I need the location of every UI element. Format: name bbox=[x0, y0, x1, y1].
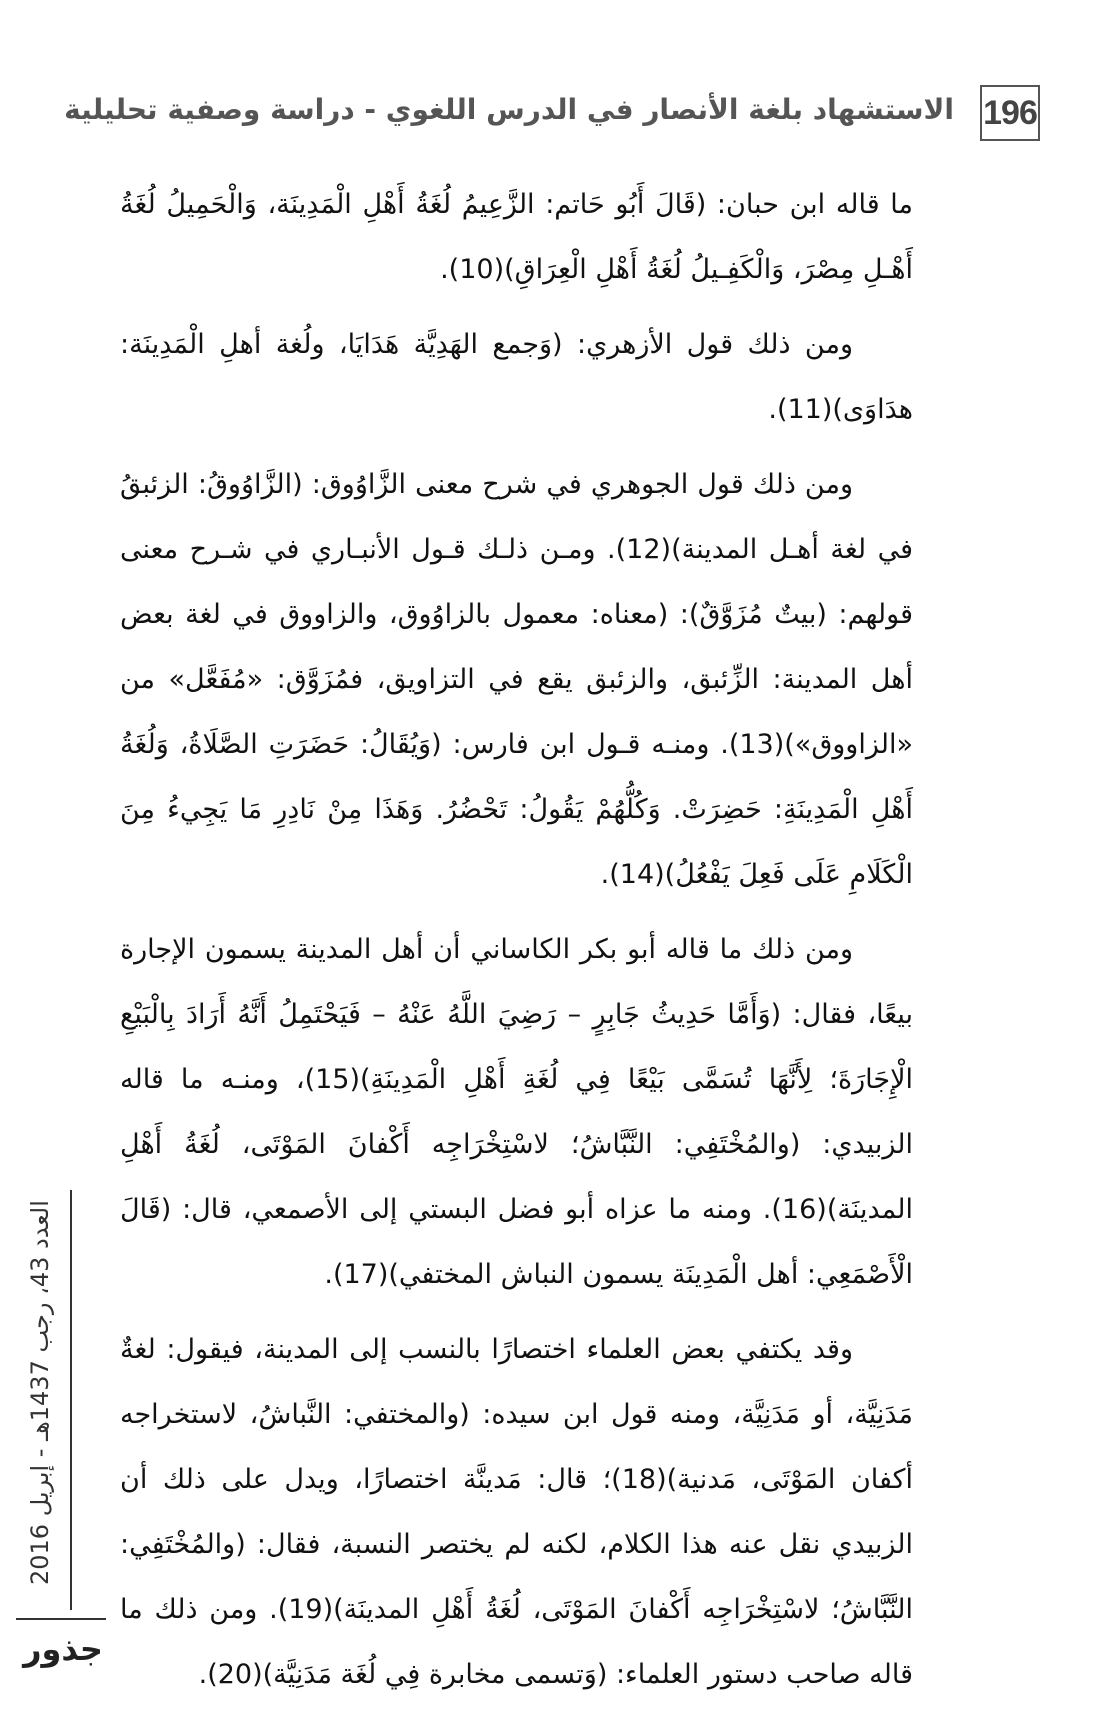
running-title: الاستشهاد بلغة الأنصار في الدرس اللغوي - دراسة وصفية تحليلية bbox=[64, 93, 954, 126]
paragraph: ومن ذلك قول الأزهري: (وَجمع الهَدِيَّة هَدَايَا، ولُغة أهلِ الْمَدِينَة: هدَاوَى)(11). bbox=[120, 329, 913, 425]
journal-rule bbox=[16, 1618, 106, 1620]
page-header bbox=[64, 85, 1040, 155]
issue-info: العدد 43، رجب 1437هـ - إبريل 2016 bbox=[26, 1200, 54, 1585]
journal-logo: جذور bbox=[23, 1630, 103, 1668]
article-body bbox=[120, 172, 913, 1717]
paragraph: ومن ذلك قول الجوهري في شرح معنى الزَّاوُوق: (الزَّاوُوقُ: الزئبقُ في لغة أهـل المدينة)(12). ومـن ذلـك قـول الأنبـاري في شـرح معنى قولهم: (بيتٌ مُزَوَّقٌ): (معناه: معمول بالزاوُوق، والزاووق في لغة بعض أهل المدينة: الزِّئبق، والزئبق يقع في التزاويق، فمُزَوَّق: «مُفَعَّل» من «الزاووق»)(13). ومنـه قـول ابن فارس: (وَيُقَالُ: حَضَرَتِ الصَّلَاةُ، وَلُغَةُ أَهْلِ الْمَدِينَةِ: حَضِرَتْ. وَكُلُّهُمْ يَقُولُ: تَحْضُرُ. وَهَذَا مِنْ نَادِرِ مَا يَجِيءُ مِنَ الْكَلَامِ عَلَى فَعِلَ يَفْعُلُ)(14). bbox=[120, 469, 913, 890]
issue-sidebar bbox=[8, 1200, 98, 1620]
paragraph: ما قاله ابن حبان: (قَالَ أَبُو حَاتم: الزَّعِيمُ لُغَةُ أَهْلِ الْمَدِينَة، وَالْحَمِيلُ لُغَةُ أَهْـلِ مِصْرَ، وَالْكَفِـيلُ لُغَةُ أَهْلِ الْعِرَاقِ)(10). bbox=[120, 189, 913, 285]
sidebar-rule bbox=[70, 1190, 72, 1610]
paragraph: ومن ذلك ما قاله أبو بكر الكاساني أن أهل المدينة يسمون الإجارة بيعًا، فقال: (وَأَمَّا حَدِيثُ جَابِرٍ – رَضِيَ اللَّهُ عَنْهُ – فَيَحْتَمِلُ أَنَّهُ أَرَادَ بِالْبَيْعِ الْإِجَارَةَ؛ لِأَنَّهَا تُسَمَّى بَيْعًا فِي لُغَةِ أَهْلِ الْمَدِينَةِ)(15)، ومنـه ما قاله الزبيدي: (والمُخْتَفِي: النَّبَّاشُ؛ لاسْتِخْرَاجِه أَكْفانَ المَوْتَى، لُغَةُ أَهْلِ المدينَة)(16). ومنه ما عزاه أبو فضل البستي إلى الأصمعي، قال: (قَالَ الْأَصْمَعِي: أهل الْمَدِينَة يسمون النباش المختفي)(17). bbox=[120, 934, 913, 1290]
page-number: 196 bbox=[980, 85, 1040, 141]
paragraph: وقد يكتفي بعض العلماء اختصارًا بالنسب إلى المدينة، فيقول: لغةٌ مَدَنِيَّة، أو مَدَنِيَّة، ومنه قول ابن سيده: (والمختفي: النَّباشُ، لاستخراجه أكفان المَوْتَى، مَدنية)(18)؛ قال: مَدينَّة اختصارًا، ويدل على ذلك أن الزبيدي نقل عنه هذا الكلام، لكنه لم يختصر النسبة، فقال: (والمُخْتَفِي: النَّبَّاشُ؛ لاسْتِخْرَاجِه أَكْفانَ المَوْتَى، لُغَةُ أَهْلِ المدينَة)(19). ومن ذلك ما قاله صاحب دستور العلماء: (وَتسمى مخابرة فِي لُغَة مَدَنِيَّة)(20). bbox=[120, 1334, 914, 1690]
